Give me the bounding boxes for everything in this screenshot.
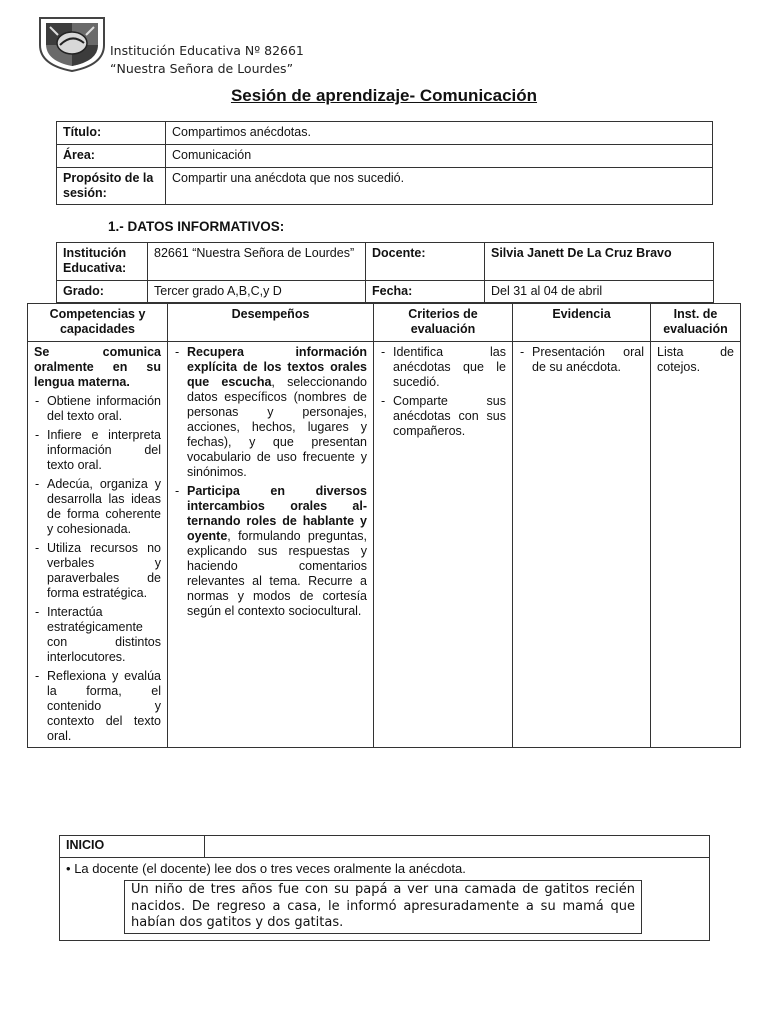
list-item: - Comparte sus anécdotas con sus compañeros.	[380, 394, 506, 439]
criterios-list	[380, 345, 506, 439]
list-item: - Adecúa, organiza y desarrolla las ideas de forma coherente y cohesionada.	[34, 477, 161, 537]
datos-informativos-table	[56, 242, 714, 303]
instrumento-cell: Lista de cotejos.	[651, 342, 741, 748]
section-heading-datos: 1.- DATOS INFORMATIVOS:	[108, 219, 285, 234]
document-title: Sesión de aprendizaje- Comunicación	[230, 86, 538, 105]
area-label: Área:	[57, 145, 166, 168]
header-evidencia: Evidencia	[513, 304, 651, 342]
fecha-label: Fecha:	[366, 281, 485, 303]
inicio-bullet-text: La docente (el docente) lee dos o tres veces oralmente la anécdota.	[74, 861, 466, 876]
session-info-table	[56, 121, 713, 205]
list-item	[174, 345, 367, 480]
titulo-label: Título:	[57, 122, 166, 145]
desempenos-cell	[168, 342, 374, 748]
list-item: - Presentación oral de su anécdota.	[519, 345, 644, 375]
header-desempenos: Desempeños	[168, 304, 374, 342]
institucion-value: 82661 “Nuestra Señora de Lourdes”	[148, 243, 366, 281]
evidencia-cell	[513, 342, 651, 748]
inicio-bullet	[66, 860, 703, 878]
institution-line: Institución Educativa Nº 82661	[110, 43, 304, 58]
grado-label: Grado:	[57, 281, 148, 303]
proposito-label: Propósito de la sesión:	[57, 168, 166, 205]
header-criterios: Criterios de evaluación	[374, 304, 513, 342]
list-item: - Interactúa estratégicamente con distintos interlocutores.	[34, 605, 161, 665]
grado-value: Tercer grado A,B,C,y D	[148, 281, 366, 303]
evidencia-list	[519, 345, 644, 375]
header-competencias: Competencias y capacidades	[28, 304, 168, 342]
criterios-cell	[374, 342, 513, 748]
list-item: - Obtiene información del texto oral.	[34, 394, 161, 424]
list-item: - Identifica las anécdotas que le sucedió.	[380, 345, 506, 390]
proposito-value: Compartir una anécdota que nos sucedió.	[166, 168, 713, 205]
competencias-table	[27, 303, 741, 748]
desempeno-bold: Recupera información explícita de los textos orales que escucha	[187, 345, 367, 389]
anecdote-box: Un niño de tres años fue con su papá a ver una camada de gatitos recién nacidos. De regreso a casa, le informó apresuradamente a su mamá que habían dos gatitos y dos gatitas.	[124, 880, 642, 934]
fecha-value: Del 31 al 04 de abril	[485, 281, 714, 303]
institution-header	[110, 42, 304, 78]
header-instrumento: Inst. de evaluación	[651, 304, 741, 342]
competencia-title: Se comunica oralmente en su lengua materna.	[34, 345, 161, 389]
desempeno-text: , seleccionando datos específicos (nombres de personas y personajes, acciones, hechos, lugares y fechas), y que presentan vocabulario de uso frecuente y sinónimos.	[187, 375, 367, 479]
docente-value: Silvia Janett De La Cruz Bravo	[485, 243, 714, 281]
docente-label: Docente:	[366, 243, 485, 281]
desempeno-bold: Participa en diversos intercambios orales al-ternando roles de hablante y oyente	[187, 484, 367, 543]
school-logo	[36, 15, 108, 73]
list-item: - Utiliza recursos no verbales y paraverbales de forma estratégica.	[34, 541, 161, 601]
list-item: - Infiere e interpreta información del texto oral.	[34, 428, 161, 473]
list-item: - Reflexiona y evalúa la forma, el contenido y contexto del texto oral.	[34, 669, 161, 744]
inicio-table	[59, 835, 710, 941]
inicio-content	[60, 858, 710, 941]
bullet-icon: •	[66, 861, 71, 876]
competencias-cell	[28, 342, 168, 748]
titulo-value: Compartimos anécdotas.	[166, 122, 713, 145]
desempeno-text: , formulando preguntas, explicando sus respuestas y haciendo comentarios relevantes al tema. Recurre a normas y modos de cortesía según el contexto sociocultural.	[187, 529, 367, 618]
list-item	[174, 484, 367, 619]
inicio-label: INICIO	[60, 836, 205, 858]
desempenos-list	[174, 345, 367, 619]
capacidades-list	[34, 394, 161, 744]
institucion-label: Institución Educativa:	[57, 243, 148, 281]
area-value: Comunicación	[166, 145, 713, 168]
school-name: “Nuestra Señora de Lourdes”	[110, 61, 294, 76]
